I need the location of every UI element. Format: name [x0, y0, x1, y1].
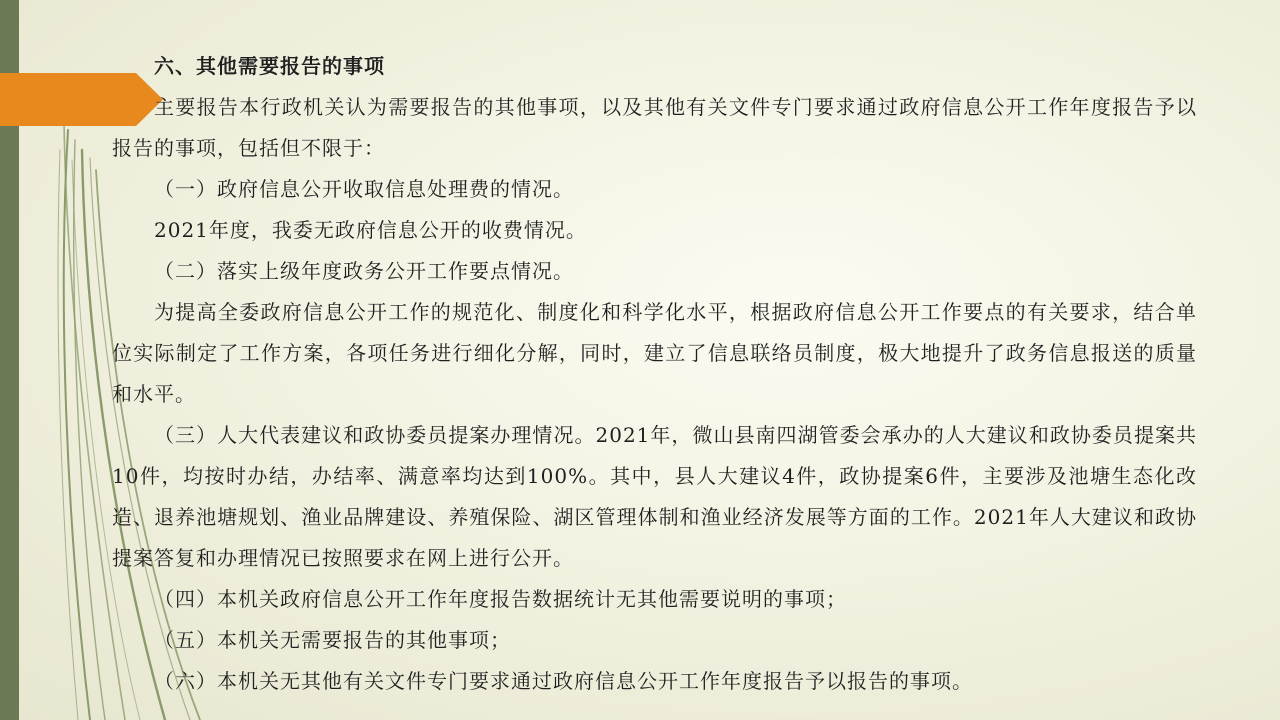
paragraph-item-4: （四）本机关政府信息公开工作年度报告数据统计无其他需要说明的事项； — [154, 587, 847, 611]
paragraph-intro: 主要报告本行政机关认为需要报告的其他事项，以及其他有关文件专门要求通过政府信息公开工作年度报告予以报告的事项，包括但不限于： — [112, 95, 1197, 160]
paragraph-item-6: （六）本机关无其他有关文件专门要求通过政府信息公开工作年度报告予以报告的事项。 — [154, 669, 973, 693]
section-heading: 六、其他需要报告的事项 — [154, 54, 385, 78]
paragraph-item-2-title: （二）落实上级年度政务公开工作要点情况。 — [154, 259, 574, 283]
paragraph-item-1-title: （一）政府信息公开收取信息处理费的情况。 — [154, 177, 574, 201]
paragraph-item-2-body: 为提高全委政府信息公开工作的规范化、制度化和科学化水平，根据政府信息公开工作要点的有关要求，结合单位实际制定了工作方案，各项任务进行细化分解，同时，建立了信息联络员制度，极大地提升了政务信息报送的质量和水平。 — [112, 300, 1197, 406]
report-body — [112, 46, 1197, 702]
paragraph-item-1-body: 2021年度，我委无政府信息公开的收费情况。 — [154, 218, 587, 242]
paragraph-item-3: （三）人大代表建议和政协委员提案办理情况。2021年，微山县南四湖管委会承办的人大建议和政协委员提案共10件，均按时办结，办结率、满意率均达到100%。其中，县人大建议4件，政协提案6件，主要涉及池塘生态化改造、退养池塘规划、渔业品牌建设、养殖保险、湖区管理体制和渔业经济发展等方面的工作。2021年人大建议和政协提案答复和办理情况已按照要求在网上进行公开。 — [112, 423, 1197, 570]
paragraph-item-5: （五）本机关无需要报告的其他事项； — [154, 628, 511, 652]
